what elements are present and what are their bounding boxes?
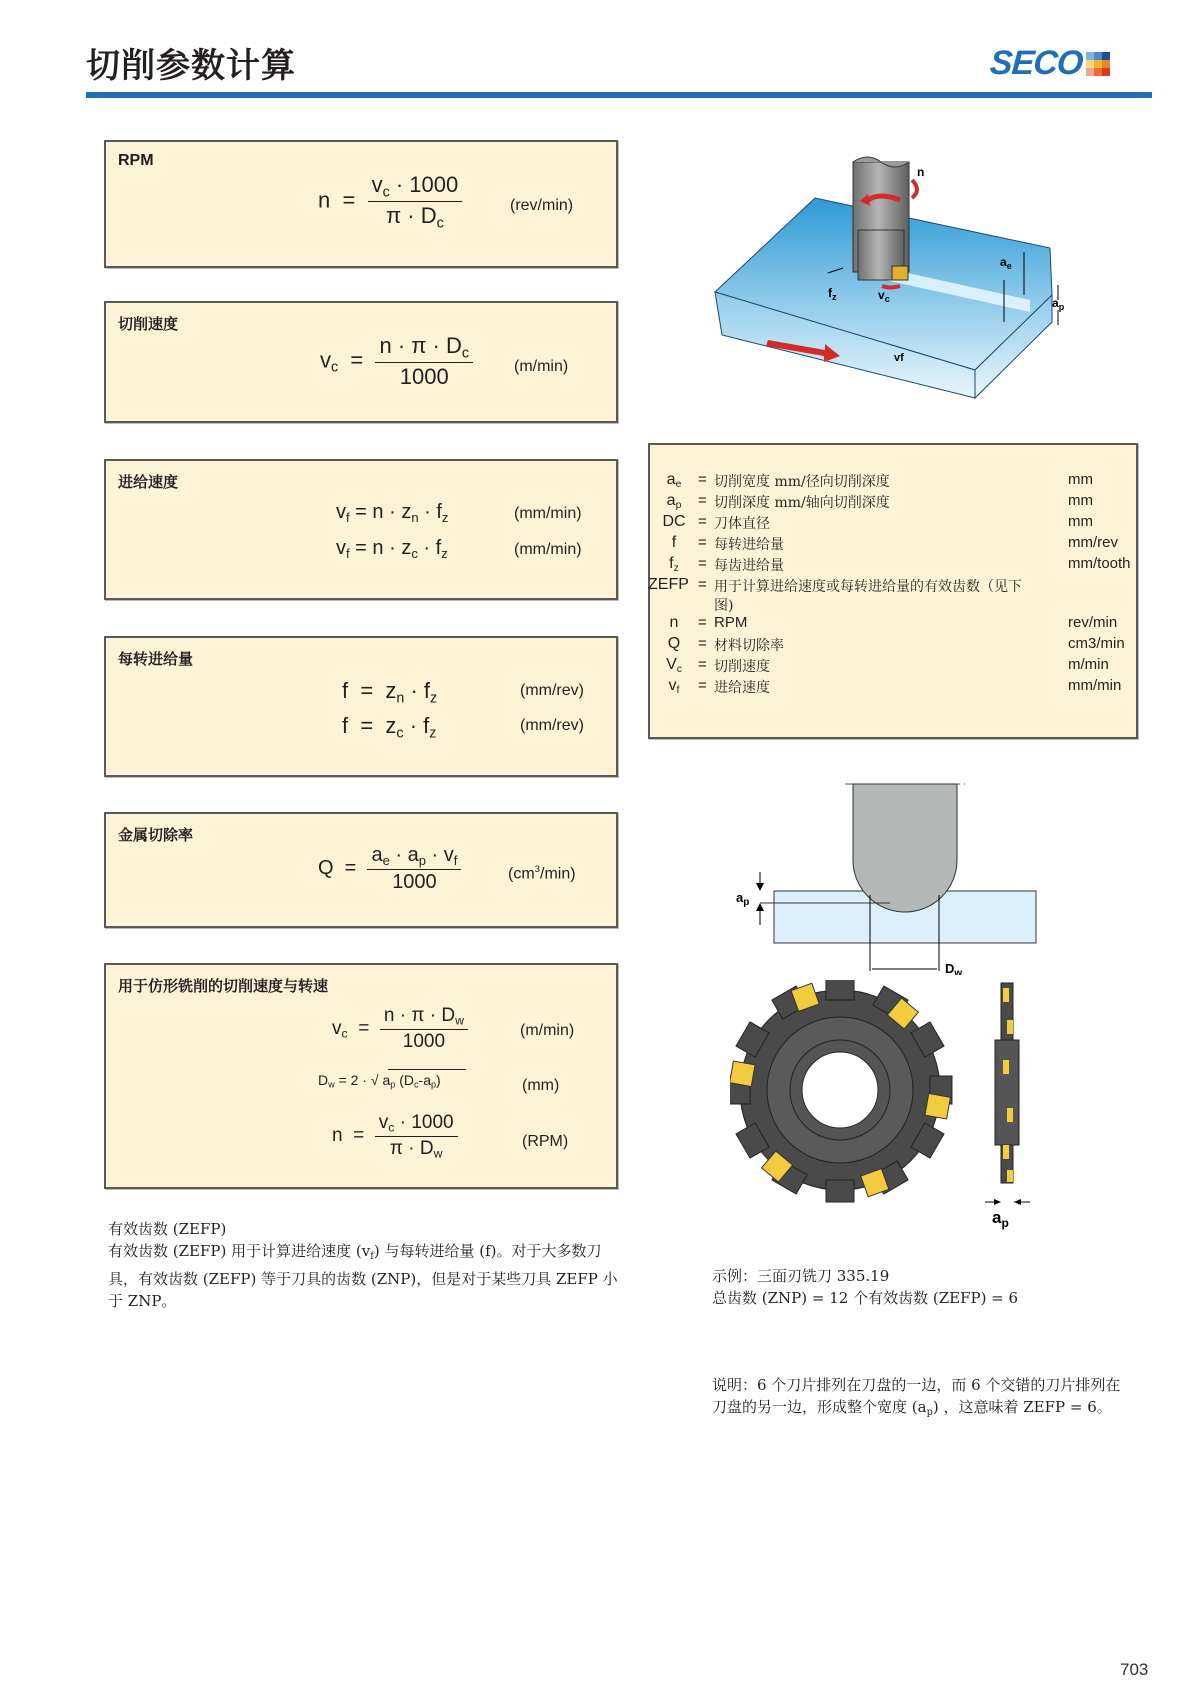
formula-box-cutting-speed — [104, 301, 618, 423]
formula-box-feed-speed — [104, 459, 618, 600]
unit-label: (m/min) — [514, 358, 569, 375]
label-n: n — [917, 165, 925, 179]
legend-row: Q = 材料切除率 cm3/min — [667, 635, 1125, 654]
legend-row: $a_e$ = 切削宽度 mm/径向切削深度 mm — [666, 471, 1093, 491]
box-title: RPM — [118, 152, 154, 169]
unit-label: (RPM) — [522, 1133, 569, 1150]
explanation-note — [712, 1374, 1152, 1424]
legend-row-continuation: 图) — [714, 598, 734, 614]
unit-label: (mm/rev) — [520, 682, 584, 699]
unit-label: (rev/min) — [510, 197, 574, 214]
svg-text:ae: $a_e$ — [1000, 255, 1012, 271]
formula-feed-per-rev-2: $f = z_c \cdot f_z$ — [342, 713, 437, 742]
svg-text:vf: vf — [894, 352, 904, 364]
example-line1: 示例：三面刃铣刀 335.19 — [712, 1267, 890, 1285]
example-note — [712, 1265, 1152, 1309]
unit-label: (mm/rev) — [520, 717, 584, 734]
svg-text:vc: $v_c$ — [878, 288, 890, 304]
legend-row: $f_z$ = 每齿进给量 mm/tooth — [669, 555, 1131, 575]
sqrt-bar — [388, 1069, 466, 1070]
legend-row: n = RPM rev/min — [669, 614, 1118, 631]
formula-profile-vc: $v_c$ = $\frac{n \cdot \pi \cdot D_w}{1000}$ — [332, 1005, 468, 1053]
formula-box-feed-per-rev — [104, 636, 618, 777]
unit-label: $(cm^3/\min)$ — [508, 864, 576, 883]
svg-text:ap: $a_p$ — [1052, 296, 1065, 312]
page-number: 703 — [1120, 1660, 1149, 1679]
side-face-cutter-diagram — [730, 980, 1050, 1230]
formula-box-metal-removal-rate — [104, 812, 618, 928]
legend-row: DC = 刀体直径 mm — [662, 513, 1093, 532]
unit-label: (mm/min) — [514, 541, 582, 558]
seco-logo — [990, 44, 1110, 83]
explanation-line2: 刀盘的另一边，形成整个宽度 $(a_p)$ ，这意味着 ZEFP = 6。 — [712, 1398, 1112, 1418]
svg-text:ap: $a_p$ — [992, 1208, 1009, 1230]
profile-milling-diagram — [720, 775, 1050, 975]
symbol-legend — [648, 443, 1138, 739]
header-rule — [86, 92, 1152, 98]
formula-profile-n: n = $\frac{v_c \cdot 1000}{\pi \cdot D_w}$ — [332, 1112, 458, 1160]
milling-diagram — [700, 140, 1100, 410]
formula-feed-per-rev-1: $f = z_n \cdot f_z$ — [342, 678, 438, 707]
formula-rpm: n = $\frac{v_c \cdot 1000}{\pi \cdot D_c}$ — [318, 172, 462, 232]
legend-row: f = 每转进给量 mm/rev — [671, 534, 1118, 553]
formula-box-rpm — [104, 140, 618, 268]
unit-label: (mm) — [522, 1077, 560, 1094]
svg-text:Dw: $D_w$ — [945, 961, 963, 975]
svg-text:fz: $f_z$ — [828, 286, 837, 302]
zefp-line1: 有效齿数 (ZEFP) 用于计算进给速度 $(v_f)$ 与每转进给量 (f)。对于大多数刀 — [108, 1242, 602, 1262]
zefp-heading: 有效齿数 (ZEFP) — [108, 1220, 227, 1238]
box-title: 金属切除率 — [118, 826, 194, 844]
example-line2: 总齿数 (ZNP) = 12 个有效齿数 (ZEFP) = 6 — [712, 1289, 1019, 1307]
zefp-line3: 于 ZNP。 — [108, 1291, 177, 1310]
formula-cutting-speed: $v_c$ = $\frac{n \cdot \pi \cdot D_c}{1000}$ — [320, 333, 473, 390]
svg-text:ap: $a_p$ — [736, 890, 750, 908]
legend-row: $V_c$ = 切削速度 m/min — [666, 656, 1109, 676]
zefp-line2: 具，有效齿数 (ZEFP) 等于刀具的齿数 (ZNP)，但是对于某些刀具 ZEFP 小 — [108, 1269, 618, 1288]
legend-row: ZEFP = 用于计算进给速度或每转进给量的有效齿数（见下 — [648, 576, 1022, 595]
formula-feed-speed-2: $v_f = n \cdot z_c \cdot f_z$ — [336, 537, 448, 561]
legend-row: $v_f$ = 进给速度 mm/min — [668, 677, 1122, 697]
box-title: 用于仿形铣削的切削速度与转速 — [118, 977, 329, 995]
zefp-note — [108, 1218, 628, 1312]
unit-label: (mm/min) — [514, 505, 582, 522]
formula-metal-removal-rate: Q = $\frac{a_e \cdot a_p \cdot v_f}{1000}$ — [318, 844, 461, 894]
box-title: 切削速度 — [118, 315, 179, 333]
legend-row: $a_p$ = 切削深度 mm/轴向切削深度 mm — [666, 492, 1093, 512]
logo-text: SECO — [988, 44, 1084, 82]
formula-profile-dw: $D_w = 2$ · √ $a_p$ $(D_c-a_p)$ — [318, 1072, 441, 1090]
explanation-line1: 说明：6 个刀片排列在刀盘的一边，而 6 个交错的刀片排列在 — [712, 1376, 1121, 1394]
formula-feed-speed-1: $v_f = n \cdot z_n \cdot f_z$ — [336, 501, 449, 525]
unit-label: (m/min) — [520, 1022, 575, 1039]
logo-color-squares-icon — [1086, 52, 1110, 76]
box-title: 每转进给量 — [118, 650, 194, 668]
formula-box-profile-milling — [104, 963, 618, 1189]
box-title: 进给速度 — [118, 473, 179, 491]
page-title: 切削参数计算 — [86, 46, 296, 86]
